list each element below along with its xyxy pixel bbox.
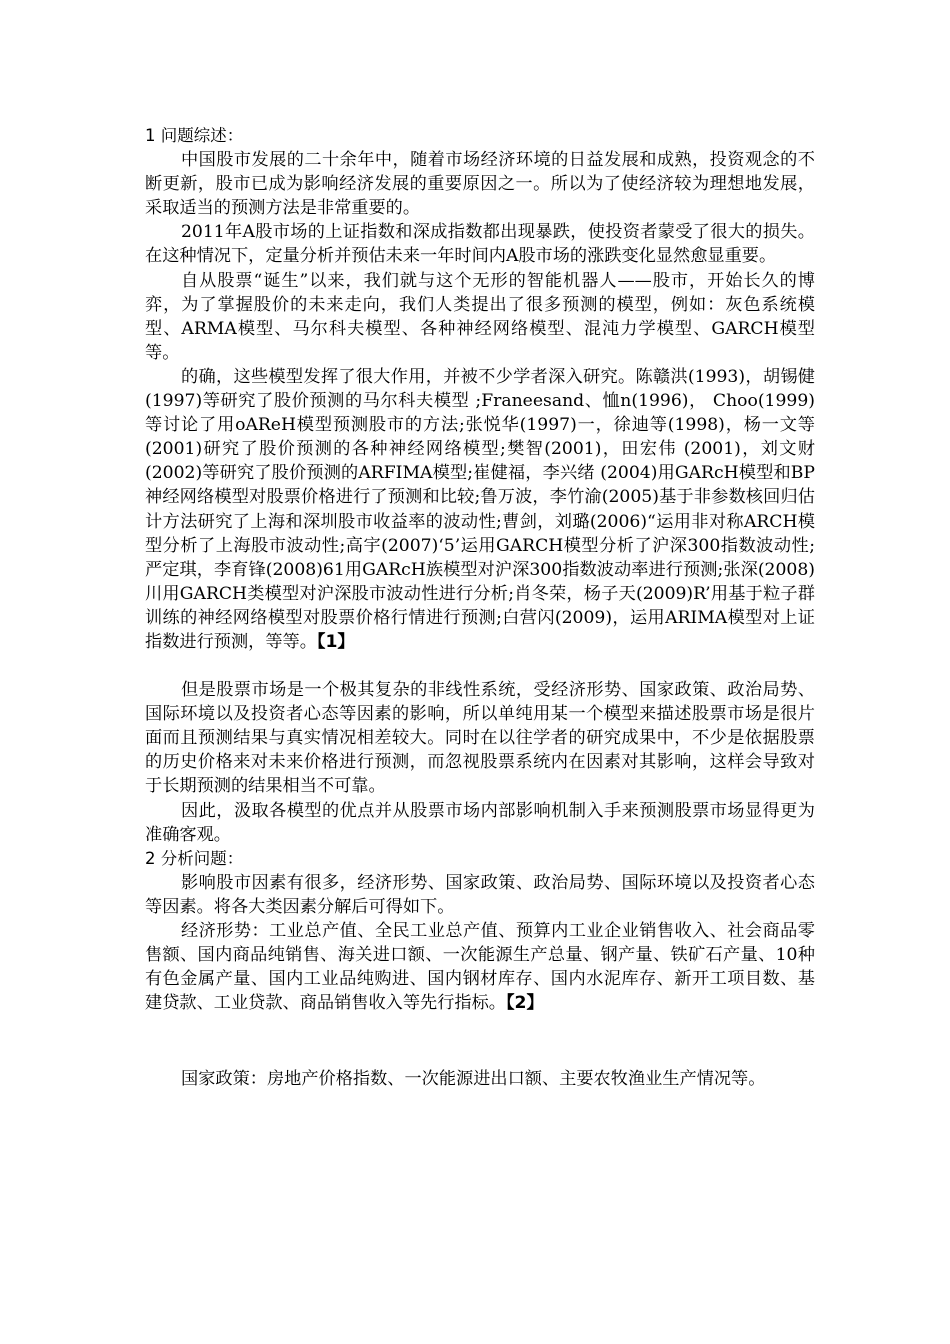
document-page xyxy=(145,124,815,1091)
citation-marker: 【2】 xyxy=(505,993,544,1014)
paragraph: 中国股市发展的二十余年中，随着市场经济环境的日益发展和成熟，投资观念的不断更新，股市已成为影响经济发展的重要原因之一。所以为了使经济较为理想地发展，采取适当的预测方法是非常重要的。 xyxy=(145,150,815,219)
section-heading-2: 2 分析问题： xyxy=(145,848,244,868)
paragraph: 国家政策：房地产价格指数、一次能源进出口额、主要农牧渔业生产情况等。 xyxy=(181,1069,766,1090)
paragraph: 2011年A股市场的上证指数和深成指数都出现暴跌，使投资者蒙受了很大的损失。在这种情况下，定量分析并预估未来一年时间内A股市场的涨跌变化显然愈显重要。 xyxy=(145,222,815,267)
paragraph xyxy=(145,365,815,654)
blank-line xyxy=(145,654,815,678)
paragraph-text: 经济形势：工业总产值、全民工业总产值、预算内工业企业销售收入、社会商品零售额、国内商品纯销售、海关进口额、一次能源生产总量、钢产量、铁矿石产量、10种有色金属产量、国内工业品纯购进、国内钢材库存、国内水泥库存、新开工项目数、基建贷款、工业贷款、商品销售收入等先行指标。 xyxy=(145,921,815,1014)
paragraph-text: 的确，这些模型发挥了很大作用，并被不少学者深入研究。陈赣洪(1993)，胡锡健(1997)等研究了股价预测的马尔科夫模型 ;Franeesand、恤n(1996)， Choo(1999)等讨论了用oAReH模型预测股市的方法;张悦华(1997)一，徐迪等(1998)，杨一文等(2001)研究了股价预测的各种神经网络模型;樊智(2001)，田宏伟 (2001)，刘文财(2002)等研究了股价预测的ARFIMA模型;崔健福，李兴绪 (2004)用GARcH模型和BP神经网络模型对股票价格进行了预测和比较;鲁万波，李竹渝(2005)基于非参数核回归估计方法研究了上海和深圳股市收益率的波动性;曹剑，刘璐(2006)“运用非对称ARCH模型分析了上海股市波动性;高宇(2007)‘5’运用GARCH模型分析了沪深300指数波动性;严定琪，李育锋(2008)61用GARcH族模型对沪深300指数波动率进行预测;张深(2008)川用GARCH类模型对沪深股市波动性进行分析;肖冬荣，杨子天(2009)R’用基于粒子群训练的神经网络模型对股票价格行情进行预测;白营闪(2009)，运用ARIMA模型对上证指数进行预测，等等。 xyxy=(145,366,815,652)
section-heading-1: 1 问题综述： xyxy=(145,126,244,145)
paragraph: 但是股票市场是一个极其复杂的非线性系统，受经济形势、国家政策、政治局势、国际环境以及投资者心态等因素的影响，所以单纯用某一个模型来描述股票市场是很片面而且预测结果与真实情况相差较大。同时在以往学者的研究成果中，不少是依据股票的历史价格来对未来价格进行预测，而忽视股票系统内在因素对其影响，这样会导致对于长期预测的结果相当不可靠。 xyxy=(145,680,815,797)
citation-marker: 【1】 xyxy=(316,631,355,652)
paragraph: 自从股票“诞生”以来，我们就与这个无形的智能机器人——股市，开始长久的博弈，为了掌握股价的未来走向，我们人类提出了很多预测的模型，例如：灰色系统模型、ARMA模型、马尔科夫模型、各种神经网络模型、混沌力学模型、GARCH模型等。 xyxy=(145,270,815,363)
paragraph: 影响股市因素有很多，经济形势、国家政策、政治局势、国际环境以及投资者心态等因素。将各大类因素分解后可得如下。 xyxy=(145,872,815,917)
paragraph: 因此，汲取各模型的优点并从股票市场内部影响机制入手来预测股票市场显得更为准确客观。 xyxy=(145,800,815,845)
blank-line xyxy=(145,1015,815,1067)
paragraph xyxy=(145,919,815,1015)
